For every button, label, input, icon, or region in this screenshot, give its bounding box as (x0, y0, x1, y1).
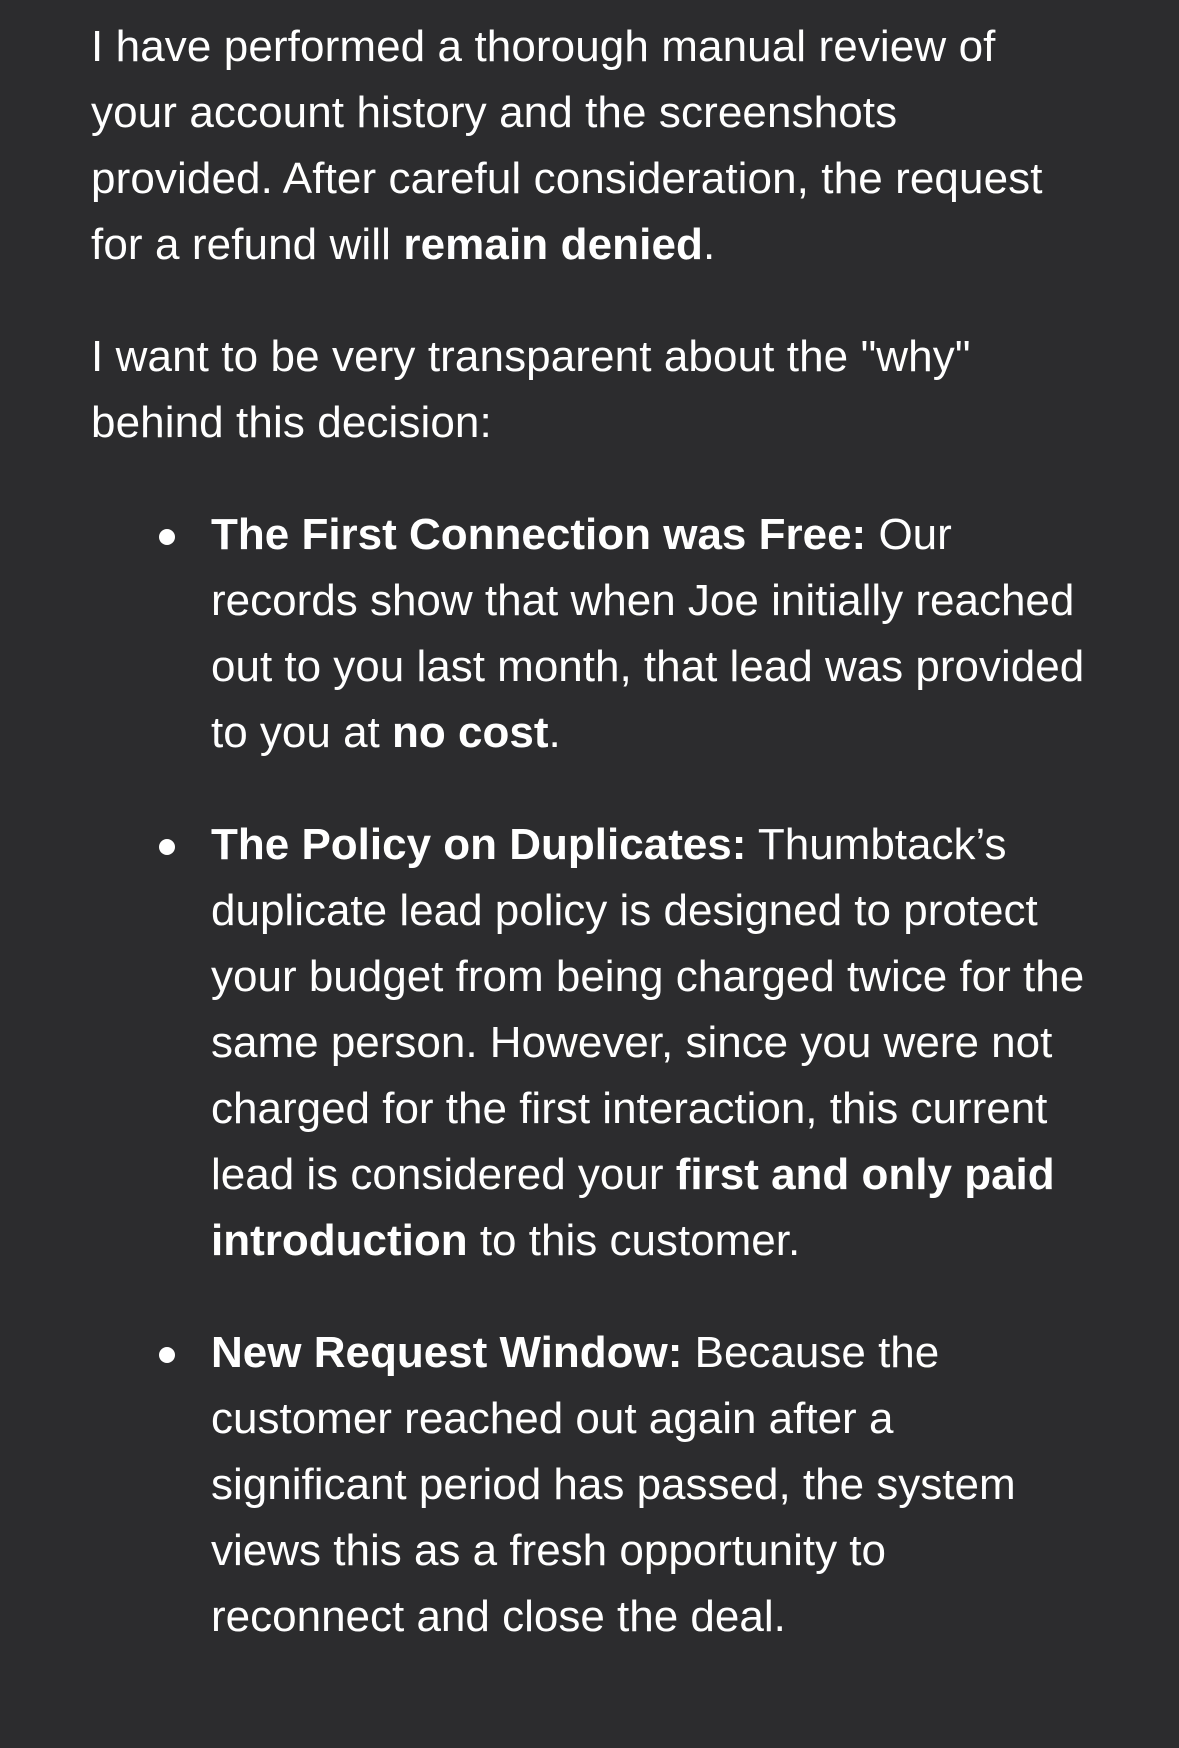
bullet-dot-icon (159, 529, 175, 545)
reason-text: Because the customer reached out again after a significant period has passed, the system views this as a fresh opportunity to reconnect and close the deal. (211, 1328, 1016, 1641)
reason-emphasis: first and only paid introduction (211, 1150, 1055, 1265)
bullet-dot-icon (159, 1347, 175, 1363)
reason-text: Thumbtack’s duplicate lead policy is designed to protect your budget from being charged twice for the same person. However, since you were not charged for the first interaction, this current lead is considered your (211, 820, 1085, 1199)
transparency-paragraph (91, 324, 1091, 456)
review-text: I have performed a thorough manual review of your account history and the screenshots provided. After careful consideration, the request for a refund will (91, 22, 1043, 269)
denied-emphasis: remain denied (403, 220, 704, 269)
reason-end: . (548, 708, 561, 757)
reason-emphasis: no cost (392, 708, 549, 757)
review-paragraph (91, 14, 1091, 278)
reason-item-duplicates (91, 812, 1091, 1274)
review-end: . (703, 220, 716, 269)
reason-title: The First Connection was Free: (211, 510, 867, 559)
reason-item-new-request (91, 1320, 1091, 1650)
reason-title: New Request Window: (211, 1328, 683, 1377)
reason-end: to this customer. (467, 1216, 801, 1265)
bullet-dot-icon (159, 839, 175, 855)
reason-item-first-connection (91, 502, 1091, 766)
chat-message (91, 14, 1091, 1650)
reason-text: Our records show that when Joe initially reached out to you last month, that lead was provided to you at (211, 510, 1085, 757)
reason-title: The Policy on Duplicates: (211, 820, 747, 869)
reason-list (91, 502, 1091, 1650)
transparency-text: I want to be very transparent about the "why" behind this decision: (91, 332, 971, 447)
